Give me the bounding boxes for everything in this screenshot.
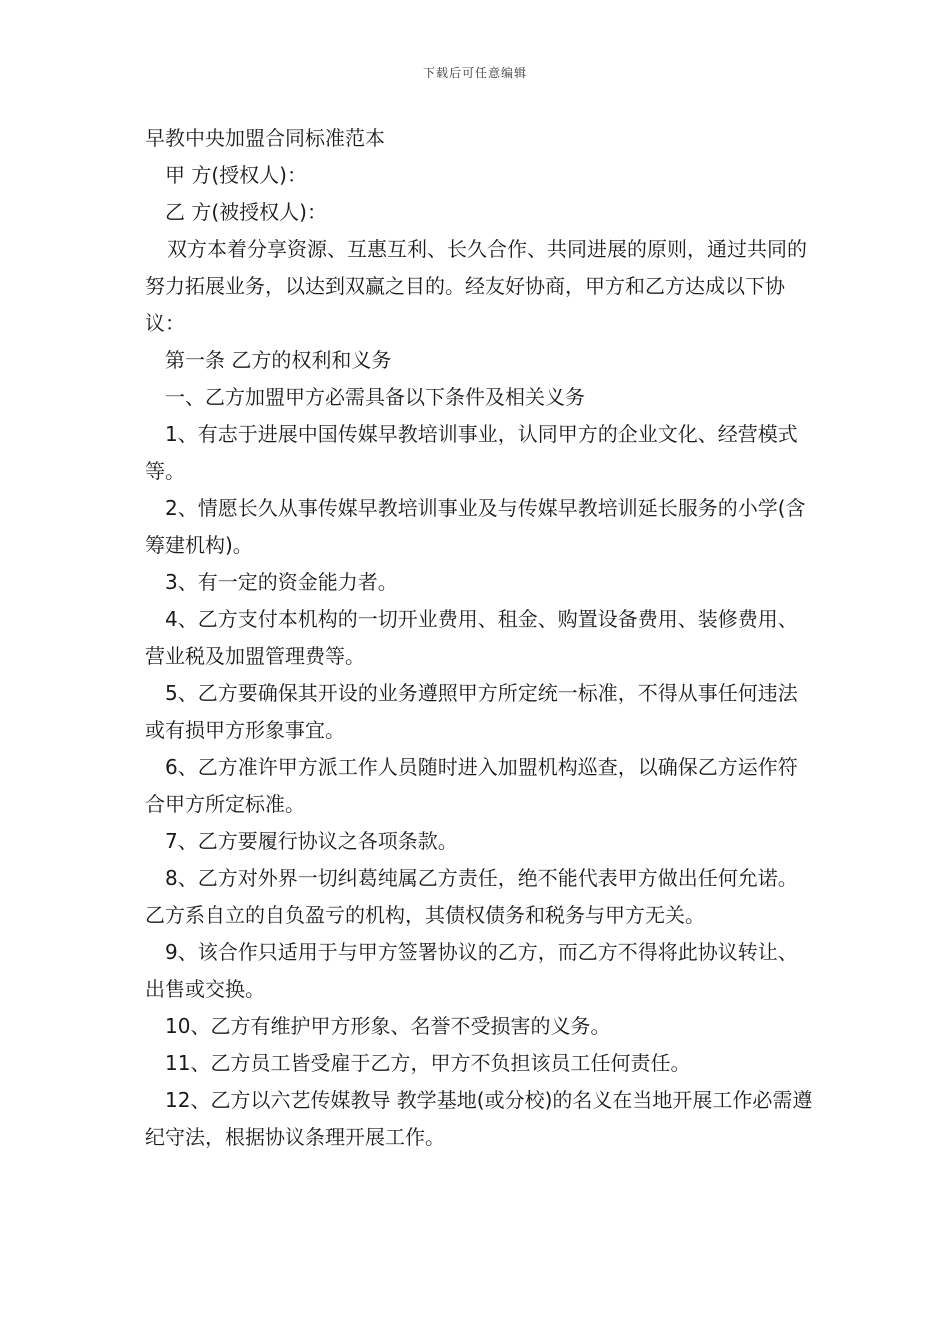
document-title: 早教中央加盟合同标准范本 [145, 126, 385, 150]
clause-4: 4、乙方支付本机构的一切开业费用、租金、购置设备费用、装修费用、营业税及加盟管理费等。 [145, 607, 798, 668]
preamble-paragraph: 双方本着分享资源、互惠互利、长久合作、共同进展的原则，通过共同的努力拓展业务，以达到双赢之目的。经友好协商，甲方和乙方达成以下协议： [145, 237, 807, 335]
document-body [145, 120, 813, 1156]
section-heading: 一、乙方加盟甲方必需具备以下条件及相关义务 [165, 385, 585, 409]
clause-8: 8、乙方对外界一切纠葛纯属乙方责任，绝不能代表甲方做出任何允诺。乙方系自立的自负盈亏的机构，其债权债务和税务与甲方无关。 [145, 866, 798, 927]
clause-12: 12、乙方以六艺传媒教导 教学基地(或分校)的名义在当地开展工作必需遵纪守法，根据协议条理开展工作。 [145, 1088, 813, 1149]
page-header-note: 下载后可任意编辑 [422, 66, 527, 80]
clause-7: 7、乙方要履行协议之各项条款。 [165, 829, 458, 853]
article-heading: 第一条 乙方的权利和义务 [165, 348, 392, 372]
clause-10: 10、乙方有维护甲方形象、名誉不受损害的义务。 [165, 1014, 611, 1038]
clause-1: 1、有志于进展中国传媒早教培训事业，认同甲方的企业文化、经营模式等。 [145, 422, 798, 483]
clause-11: 11、乙方员工皆受雇于乙方，甲方不负担该员工任何责任。 [165, 1051, 691, 1075]
clause-2: 2、情愿长久从事传媒早教培训事业及与传媒早教培训延长服务的小学(含筹建机构)。 [145, 496, 806, 557]
party-a-line: 甲 方(授权人)： [165, 163, 307, 187]
clause-3: 3、有一定的资金能力者。 [165, 570, 398, 594]
clause-9: 9、该合作只适用于与甲方签署协议的乙方，而乙方不得将此协议转让、出售或交换。 [145, 940, 798, 1001]
party-b-line: 乙 方(被授权人)： [165, 200, 327, 224]
clause-6: 6、乙方准许甲方派工作人员随时进入加盟机构巡查，以确保乙方运作符合甲方所定标准。 [145, 755, 798, 816]
clause-5: 5、乙方要确保其开设的业务遵照甲方所定统一标准，不得从事任何违法或有损甲方形象事宜。 [145, 681, 798, 742]
